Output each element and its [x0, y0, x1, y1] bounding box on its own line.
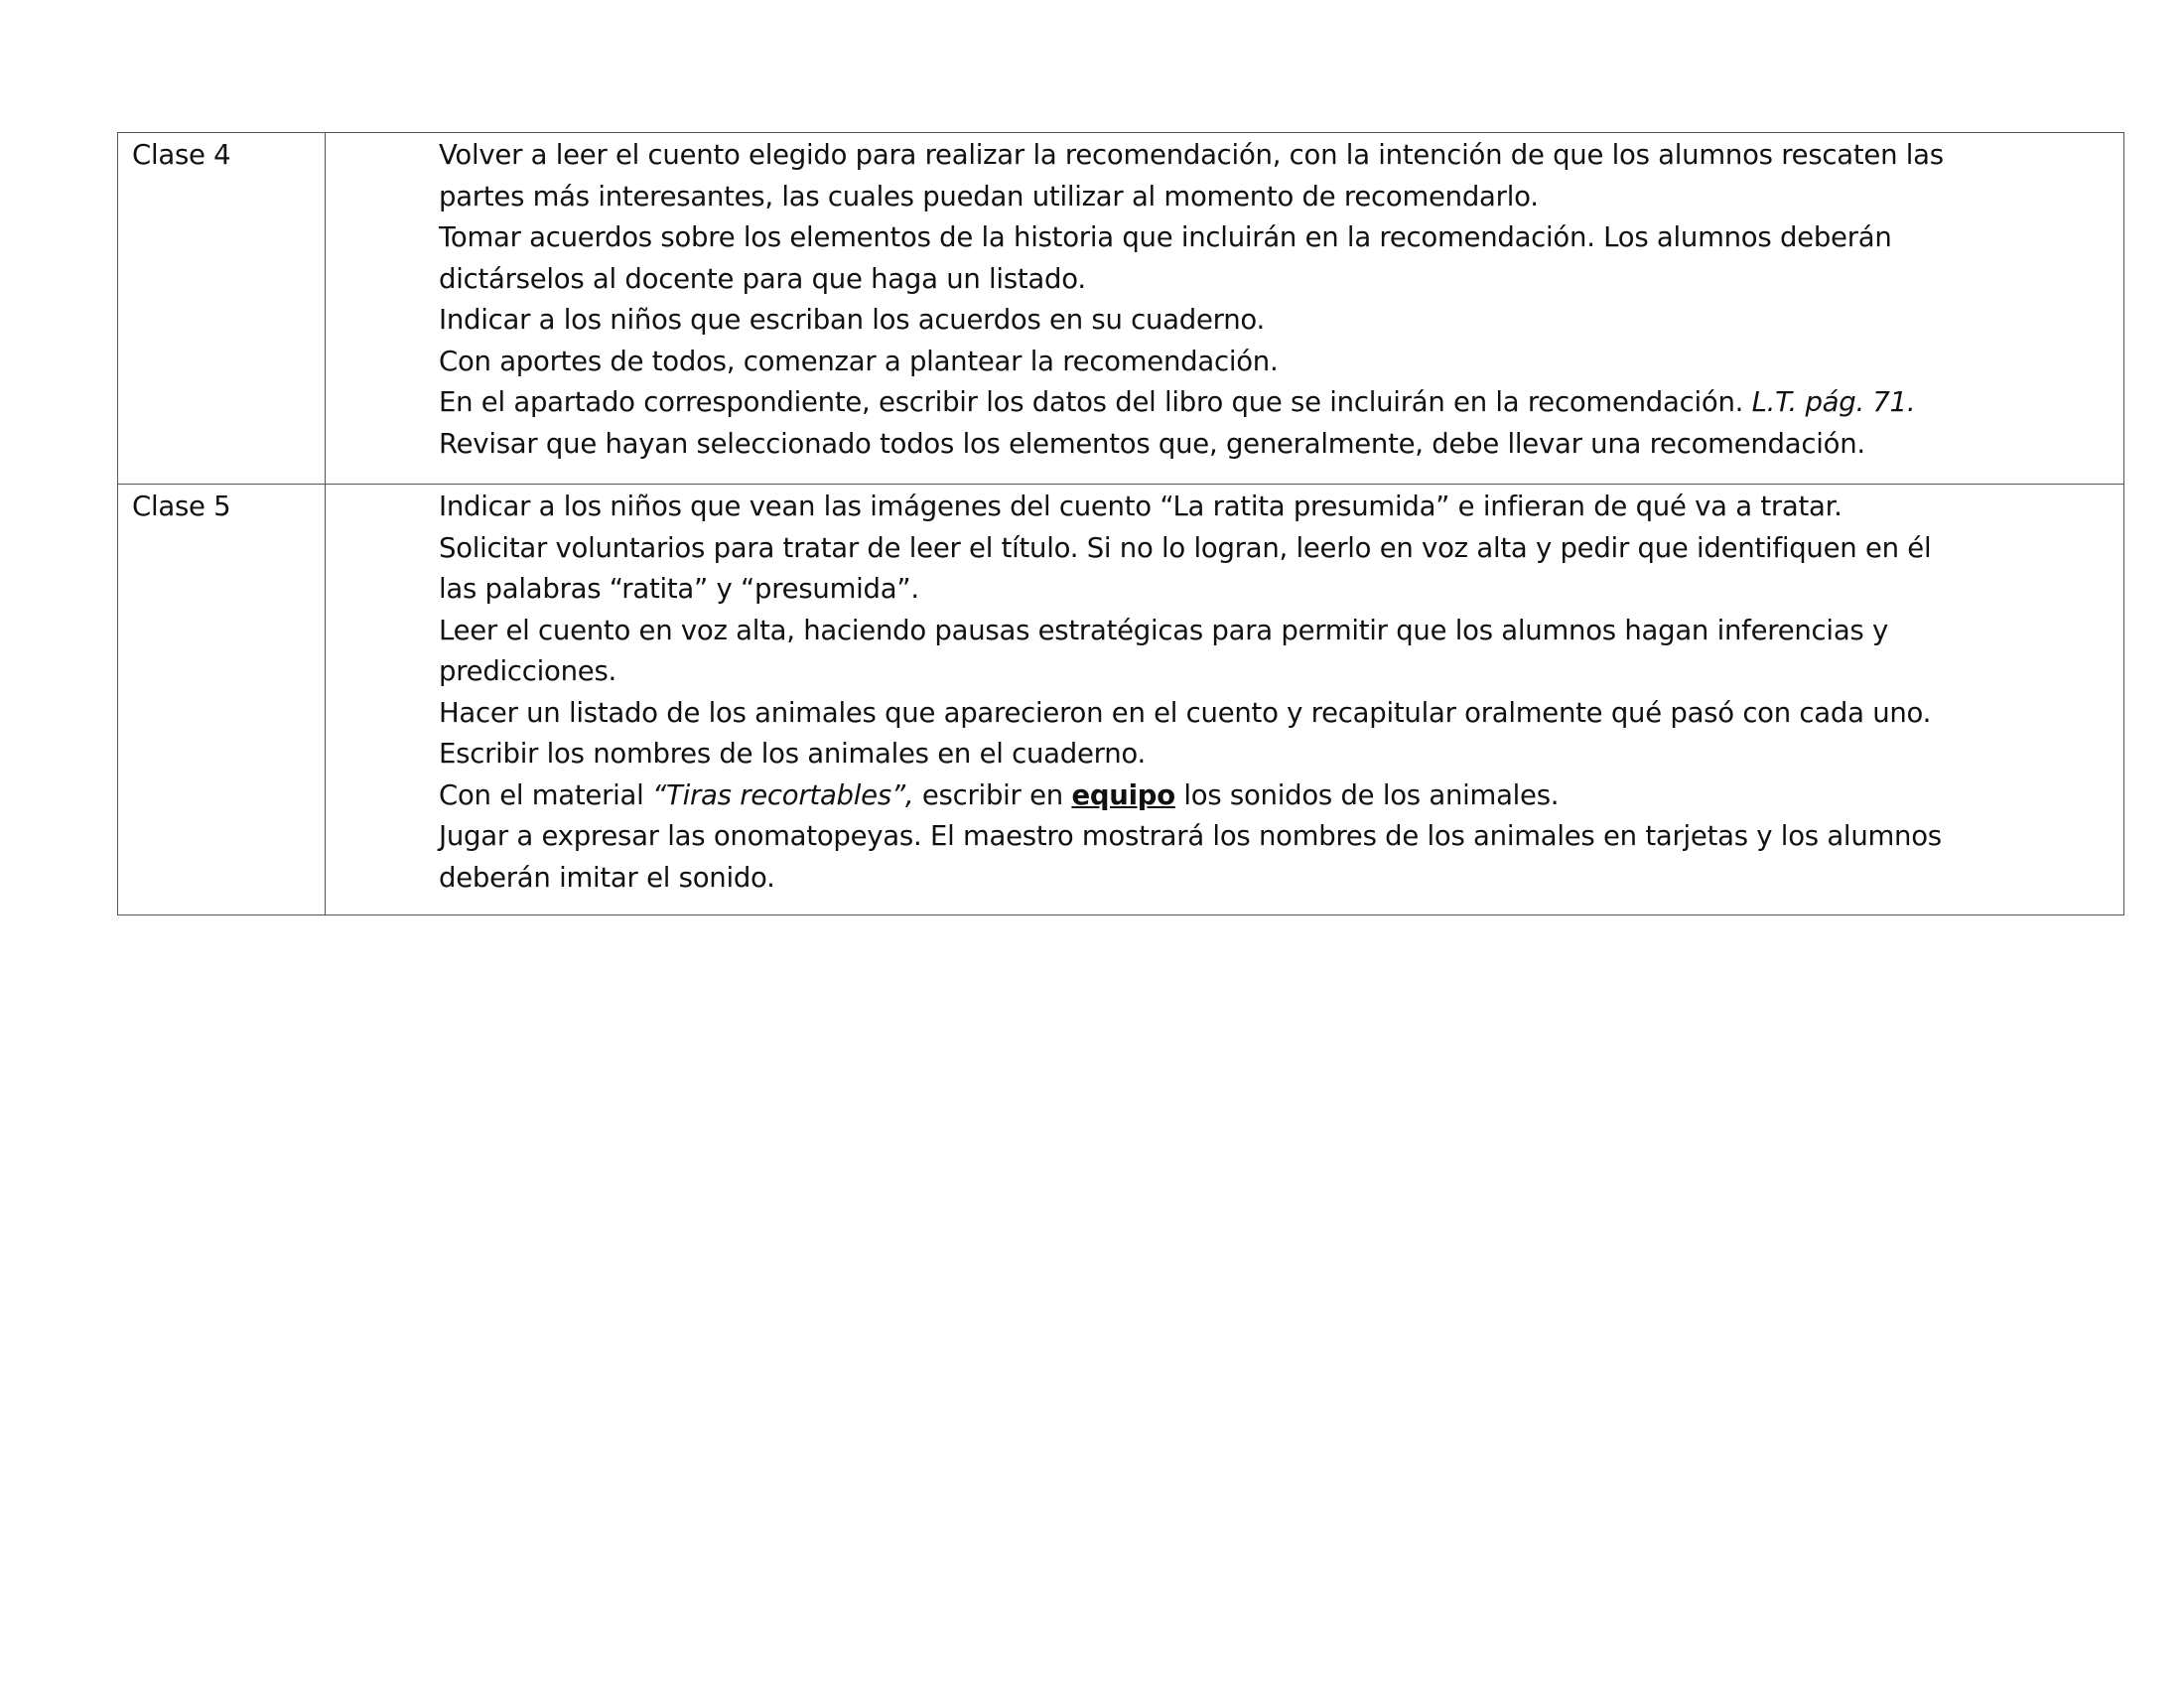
activity-text: los sonidos de los animales. — [1174, 778, 1560, 811]
activity-line: Leer el cuento en voz alta, haciendo pausas estratégicas para permitir que los alumnos hagan inferencias y — [439, 614, 1889, 646]
emphasis-word: equipo — [1071, 778, 1175, 811]
activity-line: Revisar que hayan seleccionado todos los elementos que, generalmente, debe llevar una recomendación. — [439, 427, 1865, 460]
activity-line: Escribir los nombres de los animales en el cuaderno. — [439, 738, 1146, 770]
activity-line: Indicar a los niños que escriban los acuerdos en su cuaderno. — [439, 304, 1265, 336]
lesson-plan-table — [117, 132, 2124, 915]
activity-line: Volver a leer el cuento elegido para realizar la recomendación, con la intención de que los alumnos rescaten las — [439, 139, 1944, 171]
row-content — [326, 133, 2124, 485]
activity-line: predicciones. — [439, 655, 617, 687]
material-name: “Tiras recortables”, — [652, 778, 914, 811]
book-page-reference: L.T. pág. 71. — [1751, 386, 1916, 418]
activity-text: En el apartado correspondiente, escribir los datos del libro que se incluirán en la recomendación. — [439, 386, 1752, 418]
activity-line: Jugar a expresar las onomatopeyas. El maestro mostrará los nombres de los animales en tarjetas y los alumnos — [439, 820, 1942, 852]
activity-line-with-reference — [439, 382, 2104, 424]
activity-line: Indicar a los niños que vean las imágenes del cuento “La ratita presumida” e infieran de qué va a tratar. — [439, 491, 1843, 522]
activity-line: Hacer un listado de los animales que aparecieron en el cuento y recapitular oralmente qué pasó con cada uno. — [439, 696, 1932, 729]
activity-line: partes más interesantes, las cuales puedan utilizar al momento de recomendarlo. — [439, 180, 1539, 212]
activity-text: escribir en — [913, 778, 1072, 811]
row-label: Clase 4 — [118, 133, 326, 485]
activity-line: Con aportes de todos, comenzar a plantear la recomendación. — [439, 345, 1279, 377]
activity-line: las palabras “ratita” y “presumida”. — [439, 573, 919, 605]
activity-line: deberán imitar el sonido. — [439, 861, 775, 894]
activity-line: dictárselos al docente para que haga un listado. — [439, 262, 1086, 295]
activity-line-material — [439, 775, 2104, 817]
table-row-clase-5 — [118, 485, 2124, 915]
table-row-clase-4 — [118, 133, 2124, 485]
row-content — [326, 485, 2124, 915]
activity-line: Solicitar voluntarios para tratar de leer el título. Si no lo logran, leerlo en voz alta y pedir que identifiquen en él — [439, 531, 1932, 564]
activity-line: Tomar acuerdos sobre los elementos de la historia que incluirán en la recomendación. Los alumnos deberán — [439, 221, 1892, 253]
activity-text: Con el material — [439, 778, 653, 811]
row-label: Clase 5 — [118, 485, 326, 915]
